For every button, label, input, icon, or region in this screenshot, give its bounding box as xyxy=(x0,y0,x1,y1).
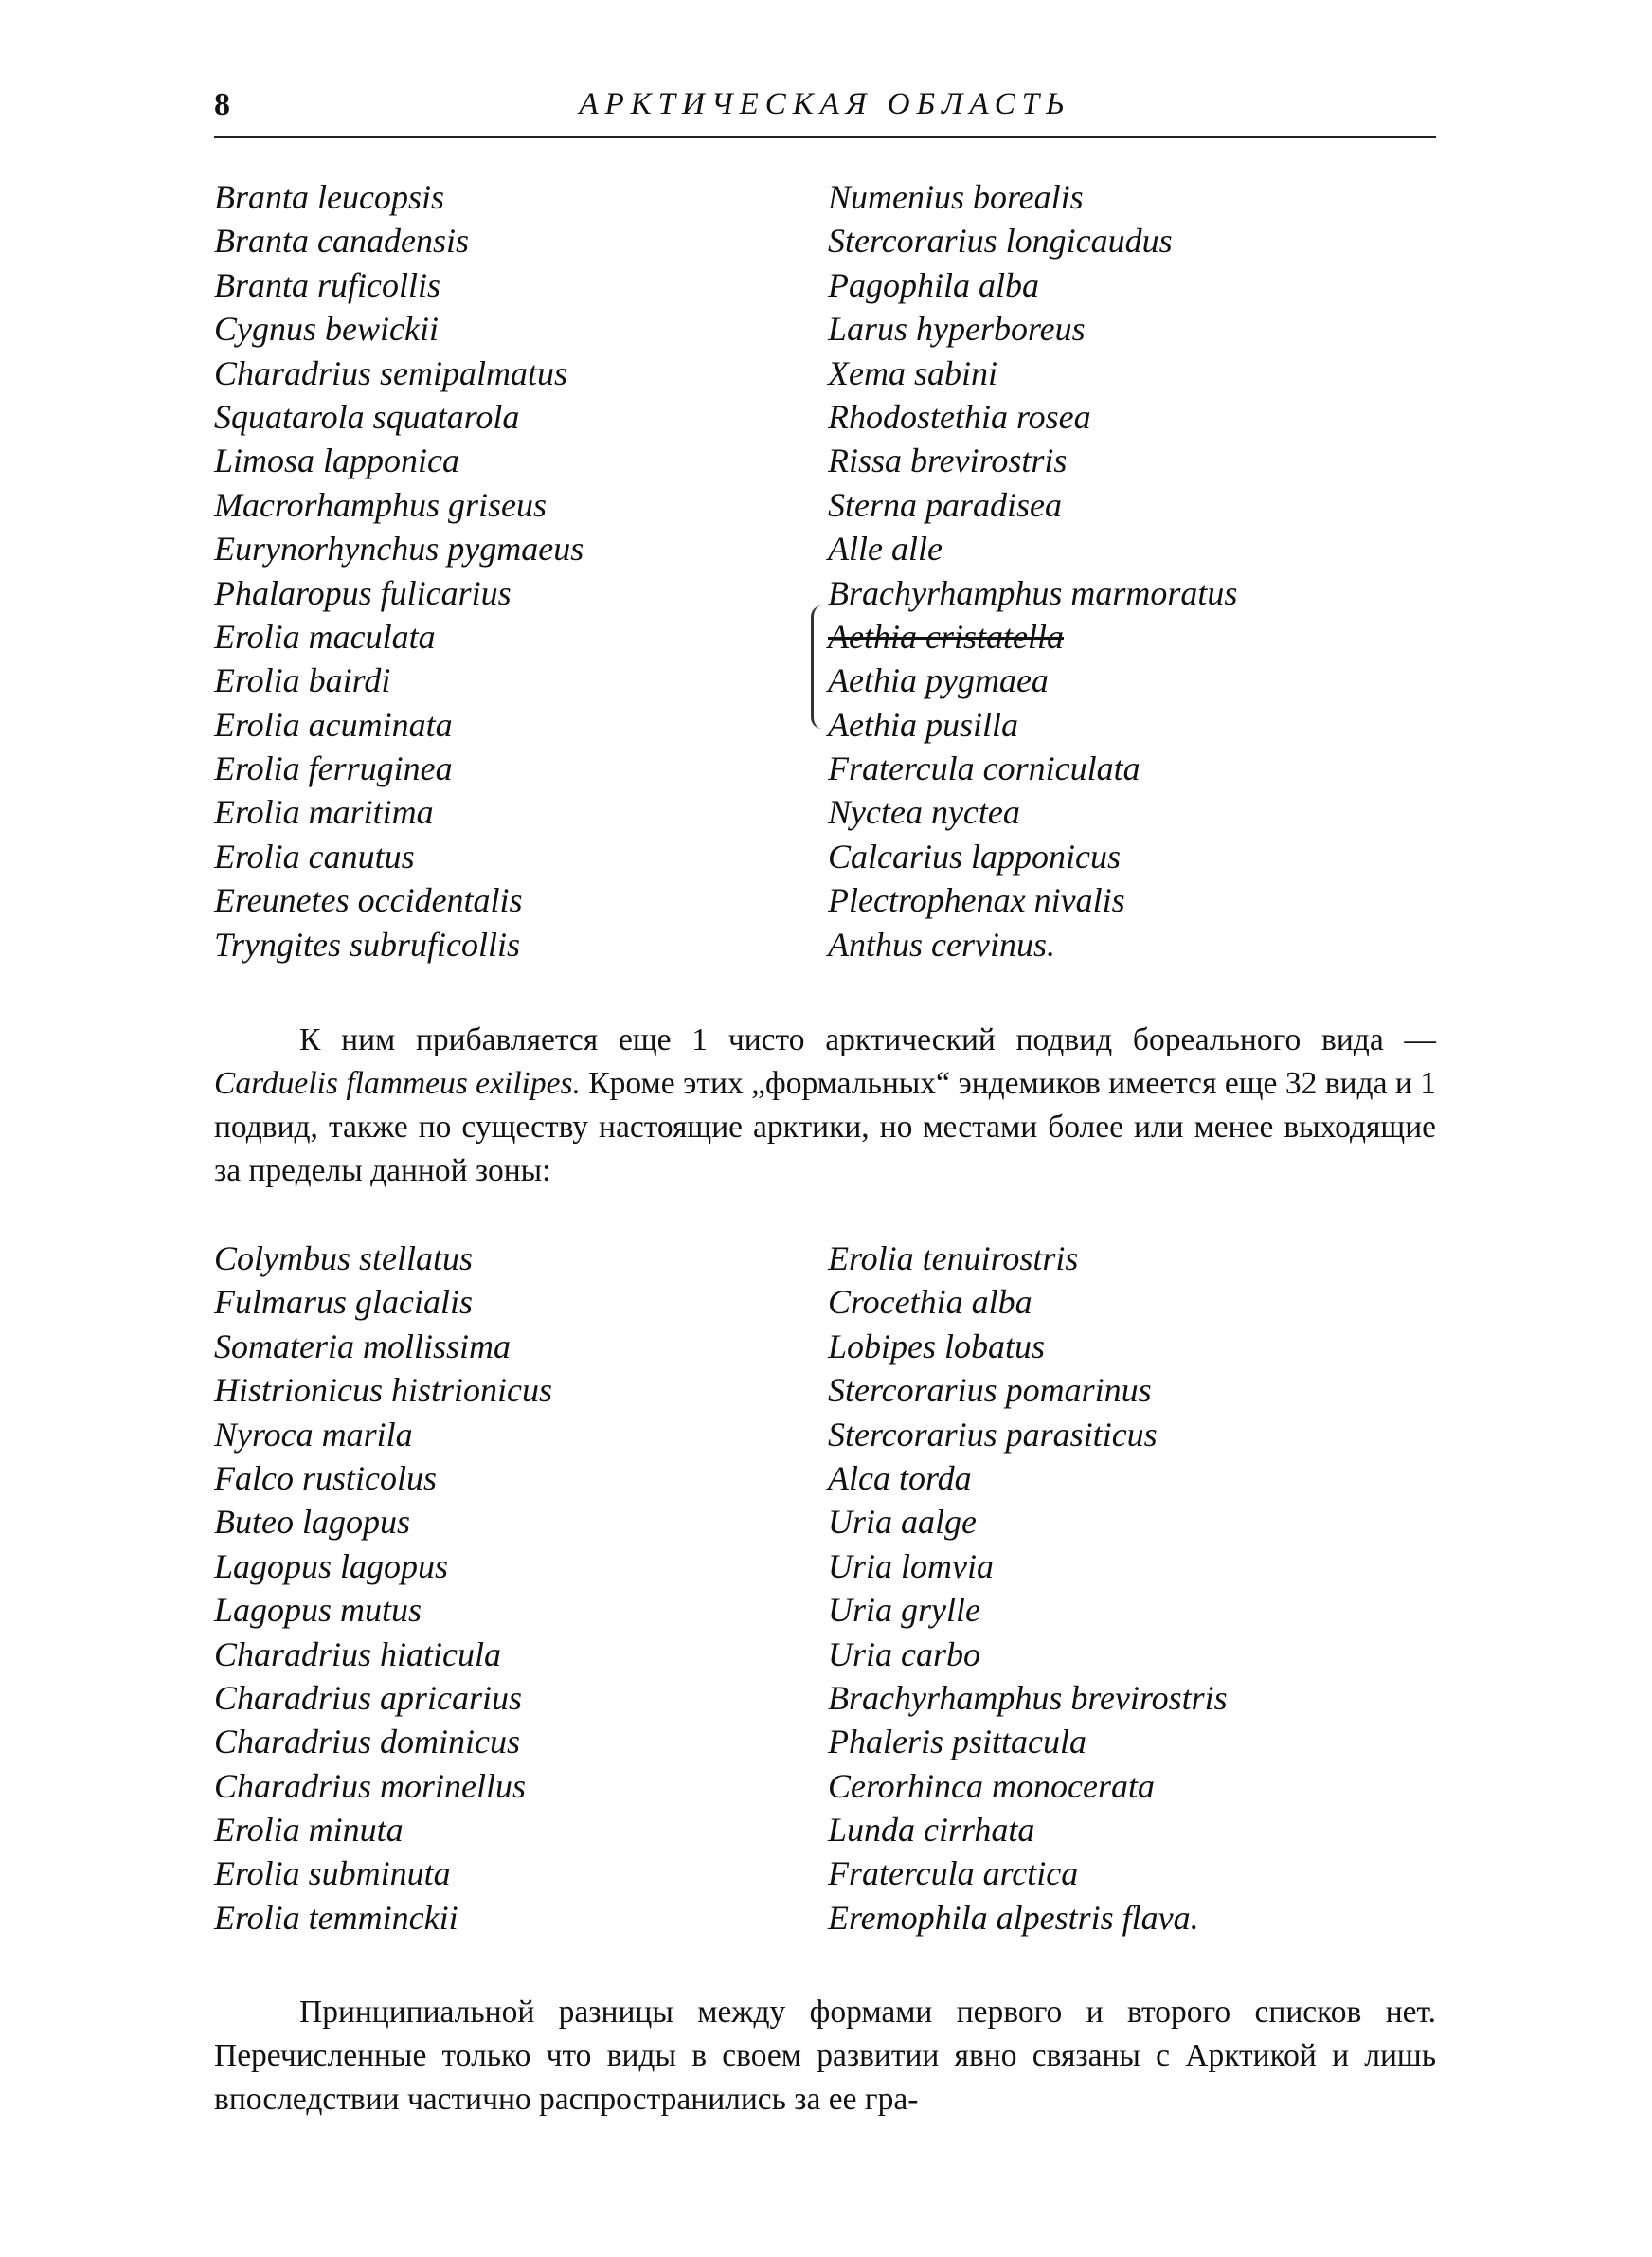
species-name: Limosa lapponica xyxy=(214,442,460,480)
species-name: Stercorarius pomarinus xyxy=(828,1371,1152,1410)
species-list-arctic-endemics xyxy=(214,175,1446,962)
paragraph-intro xyxy=(214,1019,1436,1193)
species-name: Stercorarius parasiticus xyxy=(828,1415,1158,1454)
species-name: Charadrius dominicus xyxy=(214,1723,521,1761)
species-name: Colymbus stellatus xyxy=(214,1239,474,1277)
species-name: Aethia pusilla xyxy=(828,705,1018,744)
species-name: Cygnus bewickii xyxy=(214,310,439,349)
species-name: Histrionicus histrionicus xyxy=(214,1371,553,1410)
pencil-bracket-mark xyxy=(811,605,823,729)
species-name: Uria lomvia xyxy=(828,1546,994,1585)
species-column-left xyxy=(214,1237,552,1940)
species-name: Nyroca marila xyxy=(214,1415,413,1454)
species-name: Erolia acuminata xyxy=(214,705,453,744)
species-name-struck: Aethia cristatella xyxy=(828,617,1064,656)
species-name: Uria aalge xyxy=(828,1503,977,1542)
species-name: Erolia bairdi xyxy=(214,661,391,700)
species-name: Stercorarius longicaudus xyxy=(828,222,1173,261)
species-name: Charadrius morinellus xyxy=(214,1766,527,1805)
species-name: Squatarola squatarola xyxy=(214,397,520,436)
species-name: Nyctea nyctea xyxy=(828,793,1020,832)
species-name: Ereunetes occidentalis xyxy=(214,881,523,920)
species-name: Erolia maritima xyxy=(214,793,434,832)
species-name: Fratercula corniculata xyxy=(828,749,1140,788)
species-name: Pagophila alba xyxy=(828,265,1039,304)
species-name: Eurynorhynchus pygmaeus xyxy=(214,530,584,569)
species-name: Charadrius hiaticula xyxy=(214,1634,502,1673)
species-name: Branta ruficollis xyxy=(214,265,441,304)
species-name: Erolia canutus xyxy=(214,837,415,876)
species-list-true-arctic xyxy=(214,1237,1446,1938)
species-name: Uria grylle xyxy=(828,1591,980,1630)
species-column-left xyxy=(214,175,584,966)
species-name: Crocethia alba xyxy=(828,1283,1032,1322)
species-name: Xema sabini xyxy=(828,353,997,392)
species-name: Rissa brevirostris xyxy=(828,442,1068,480)
species-name: Larus hyperboreus xyxy=(828,310,1086,349)
species-name: Uria carbo xyxy=(828,1634,980,1673)
species-name: Sterna paradisea xyxy=(828,485,1062,524)
species-name: Somateria mollissima xyxy=(214,1327,512,1365)
species-name: Fratercula arctica xyxy=(828,1854,1079,1893)
species-name: Branta leucopsis xyxy=(214,178,444,216)
species-name: Numenius borealis xyxy=(828,178,1084,216)
species-name: Branta canadensis xyxy=(214,222,469,261)
species-name: Tryngites subruficollis xyxy=(214,925,521,964)
species-name: Erolia ferruginea xyxy=(214,749,453,788)
page-number: 8 xyxy=(214,87,230,122)
species-name: Charadrius apricarius xyxy=(214,1678,523,1717)
species-name: Lagopus mutus xyxy=(214,1591,422,1630)
species-name: Brachyrhamphus brevirostris xyxy=(828,1678,1228,1717)
species-name: Falco rusticolus xyxy=(214,1458,437,1497)
paragraph-conclusion: Принципиальной разницы между формами первого и второго списков нет. Перечисленные только что виды в своем развитии явно связаны с Арктикой и лишь впоследствии частично распространились за ее гра- xyxy=(214,1995,1436,2117)
species-name: Calcarius lapponicus xyxy=(828,837,1122,876)
species-name: Rhodostethia rosea xyxy=(828,397,1091,436)
species-name: Cerorhinca monocerata xyxy=(828,1766,1155,1805)
species-name: Lagopus lagopus xyxy=(214,1546,449,1585)
species-name: Erolia minuta xyxy=(214,1811,404,1850)
species-column-right xyxy=(828,175,1237,966)
latin-species-inline: Carduelis flammeus exilipes. xyxy=(214,1066,581,1101)
species-name: Erolia tenuirostris xyxy=(828,1239,1079,1277)
species-name: Brachyrhamphus marmoratus xyxy=(828,573,1238,612)
species-name: Eremophila alpestris flava. xyxy=(828,1898,1199,1937)
species-name: Alca torda xyxy=(828,1458,972,1497)
species-name: Charadrius semipalmatus xyxy=(214,353,568,392)
paragraph-text: Кроме этих „формальных“ эндемиков имеется еще 32 вида и 1 подвид, также по существу настоящие арктики, но местами более или менее выходящие за пределы данной зоны: xyxy=(214,1066,1436,1188)
species-name: Phaleris psittacula xyxy=(828,1723,1086,1761)
species-name: Lobipes lobatus xyxy=(828,1327,1046,1365)
species-column-right xyxy=(828,1237,1228,1940)
species-name: Phalaropus fulicarius xyxy=(214,573,512,612)
species-name: Macrorhamphus griseus xyxy=(214,485,548,524)
running-title: АРКТИЧЕСКАЯ ОБЛАСТЬ xyxy=(579,87,1071,121)
page-header xyxy=(214,87,1436,138)
species-name: Erolia subminuta xyxy=(214,1854,451,1893)
species-name: Plectrophenax nivalis xyxy=(828,881,1125,920)
species-name: Lunda cirrhata xyxy=(828,1811,1035,1850)
species-name: Alle alle xyxy=(828,530,943,569)
species-name: Buteo lagopus xyxy=(214,1503,410,1542)
species-name: Aethia pygmaea xyxy=(828,661,1049,700)
species-name: Fulmarus glacialis xyxy=(214,1283,474,1322)
species-name: Erolia maculata xyxy=(214,617,436,656)
species-name: Erolia temminckii xyxy=(214,1898,458,1937)
species-name: Anthus cervinus. xyxy=(828,925,1055,964)
paragraph-text: К ним прибавляется еще 1 чисто арктический подвид бореального вида — xyxy=(299,1022,1436,1057)
